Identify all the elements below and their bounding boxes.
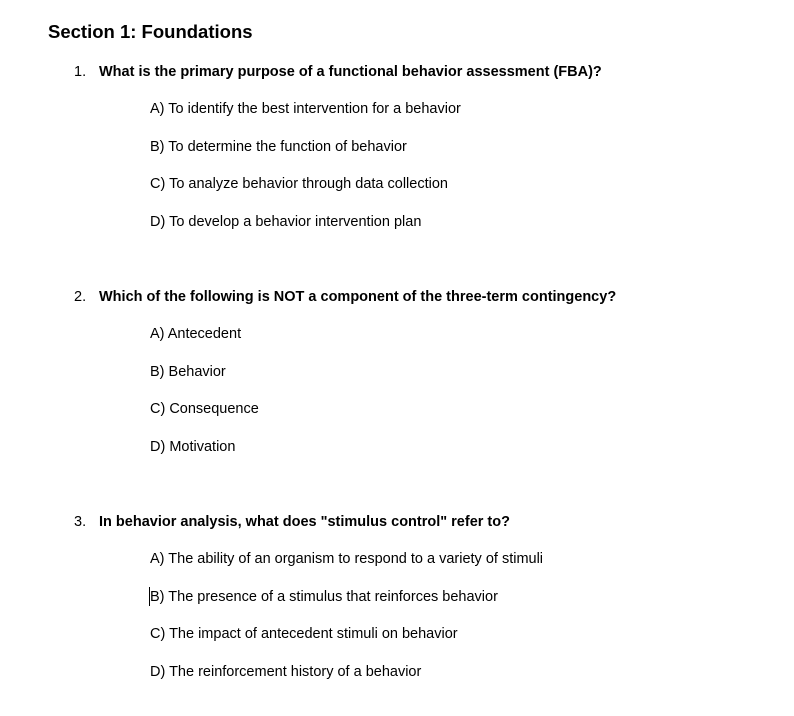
answer-option: C) The impact of antecedent stimuli on behavior	[150, 626, 458, 642]
question-number: 1.	[74, 64, 87, 80]
answer-option: C) Consequence	[150, 401, 259, 417]
answer-option: D) To develop a behavior intervention plan	[150, 214, 422, 230]
question-number: 2.	[74, 289, 87, 305]
answer-option: C) To analyze behavior through data collection	[150, 176, 448, 192]
text-cursor	[149, 587, 150, 606]
question-text: What is the primary purpose of a functional behavior assessment (FBA)?	[99, 64, 602, 80]
question-text: Which of the following is NOT a component of the three-term contingency?	[99, 289, 617, 305]
answer-option: A) To identify the best intervention for a behavior	[150, 101, 461, 117]
section-title: Section 1: Foundations	[48, 21, 253, 42]
question-number: 3.	[74, 514, 87, 530]
answer-option: B) The presence of a stimulus that reinforces behavior	[150, 589, 498, 605]
answer-option: A) Antecedent	[150, 326, 242, 342]
answer-option: D) Motivation	[150, 439, 236, 455]
answer-option: D) The reinforcement history of a behavior	[150, 664, 422, 680]
answer-option: A) The ability of an organism to respond to a variety of stimuli	[150, 551, 544, 567]
answer-option: B) To determine the function of behavior	[150, 139, 407, 155]
answer-option: B) Behavior	[150, 364, 226, 380]
question-text: In behavior analysis, what does "stimulus control" refer to?	[99, 514, 510, 530]
